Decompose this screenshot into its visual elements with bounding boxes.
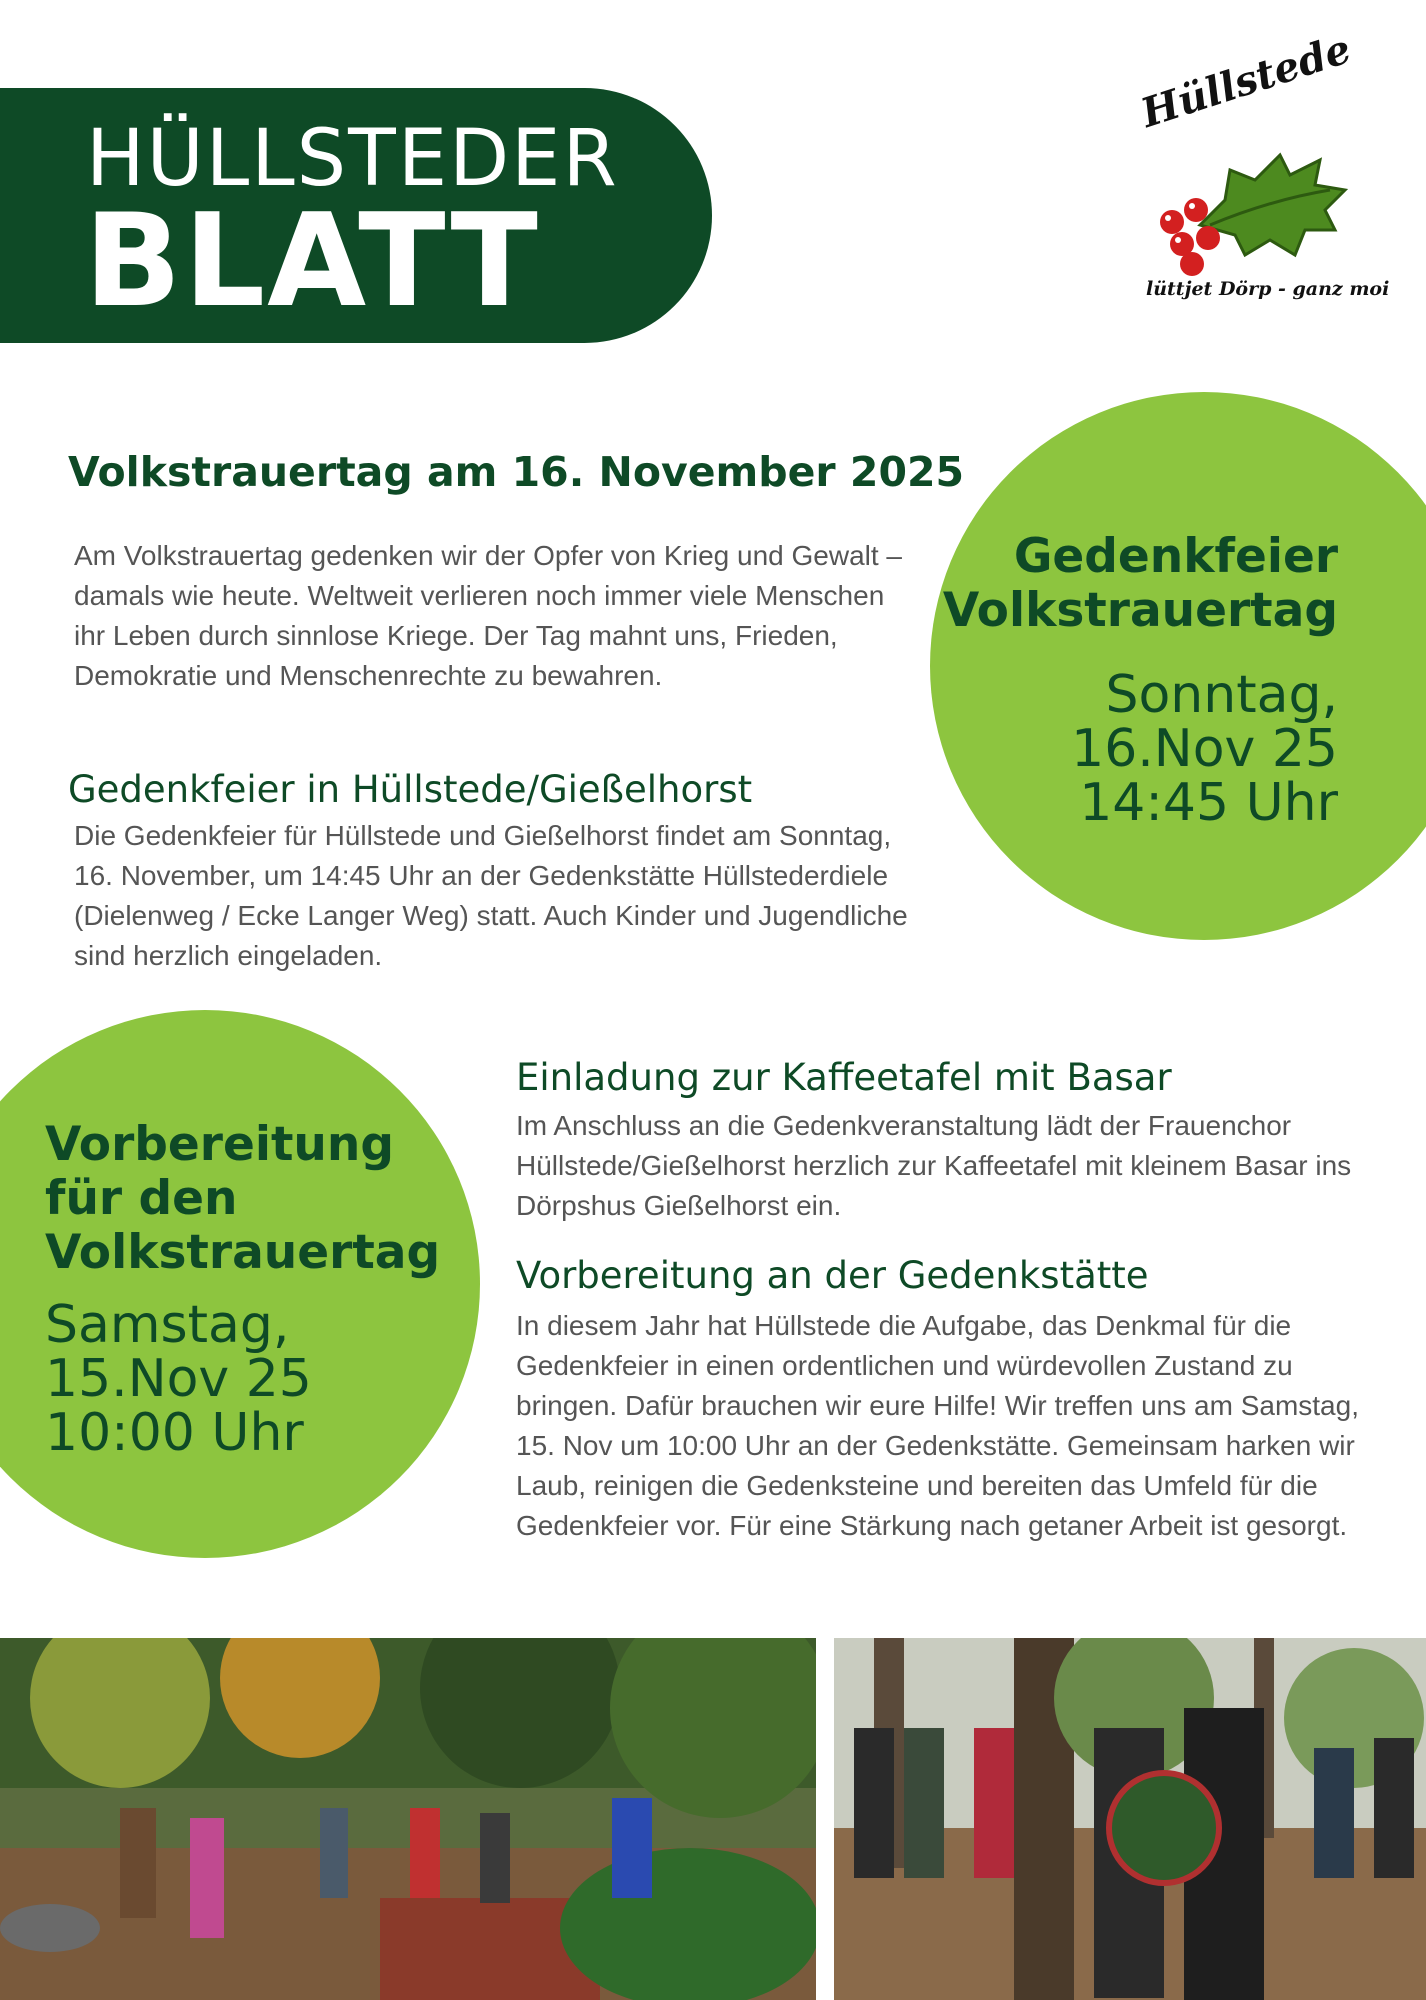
section-title-kaffeetafel: Einladung zur Kaffeetafel mit Basar <box>516 1056 1172 1099</box>
event-circle-vorbereitung <box>0 1010 480 1558</box>
section-title-vorbereitung: Vorbereitung an der Gedenkstätte <box>516 1254 1149 1297</box>
intro-text: Am Volkstrauertag gedenken wir der Opfer von Krieg und Gewalt – damals wie heute. Weltweit verlieren noch immer viele Menschen ihr Leben durch sinnlose Kriege. Der Tag mahnt uns, Frieden, Demokratie und Menschenrechte zu bewahren. <box>74 540 902 691</box>
masthead-banner <box>0 88 712 343</box>
circle-date: Samstag, 15.Nov 25 10:00 Uhr <box>45 1295 312 1463</box>
circle-title: Vorbereitung für den Volkstrauertag <box>45 1117 441 1280</box>
section-text-kaffeetafel: Im Anschluss an die Gedenkveranstaltung lädt der Frauenchor Hüllstede/Gießelhorst herzlich zur Kaffeetafel mit kleinem Basar ins Dörpshus Gießelhorst ein. <box>516 1110 1352 1221</box>
village-logo <box>1130 25 1390 320</box>
holly-leaf-icon <box>1130 130 1380 280</box>
photo-wreath-ceremony <box>834 1638 1426 2000</box>
main-heading: Volkstrauertag am 16. November 2025 <box>68 448 965 496</box>
photo-cleanup-volunteers <box>0 1638 816 2000</box>
section-title-gedenkfeier: Gedenkfeier in Hüllstede/Gießelhorst <box>68 768 753 811</box>
masthead-title-line2: BLATT <box>84 187 540 336</box>
section-text-gedenkfeier: Die Gedenkfeier für Hüllstede und Gießelhorst findet am Sonntag, 16. November, um 14:45 Uhr an der Gedenkstätte Hüllstederdiele (Dielenweg / Ecke Langer Weg) statt. Auch Kinder und Jugendliche sind herzlich eingeladen. <box>74 820 908 971</box>
logo-name: Hüllstede <box>1135 25 1357 138</box>
section-text-vorbereitung: In diesem Jahr hat Hüllstede die Aufgabe, das Denkmal für die Gedenkfeier in einen ordentlichen und würdevollen Zustand zu bringen. Dafür brauchen wir eure Hilfe! Wir treffen uns am Samstag, 15. Nov um 10:00 Uhr an der Gedenkstätte. Gemeinsam harken wir Laub, reinigen die Gedenksteine und bereiten das Umfeld für die Gedenkfeier vor. Für eine Stärkung nach getaner Arbeit ist gesorgt. <box>516 1310 1359 1541</box>
circle-title: Gedenkfeier Volkstrauertag <box>942 529 1338 638</box>
masthead-title-line1: HÜLLSTEDER <box>86 114 619 204</box>
logo-motto: lüttjet Dörp - ganz moi <box>1146 278 1390 300</box>
event-circle-gedenkfeier <box>930 392 1426 940</box>
circle-date: Sonntag, 16.Nov 25 14:45 Uhr <box>1071 665 1338 833</box>
